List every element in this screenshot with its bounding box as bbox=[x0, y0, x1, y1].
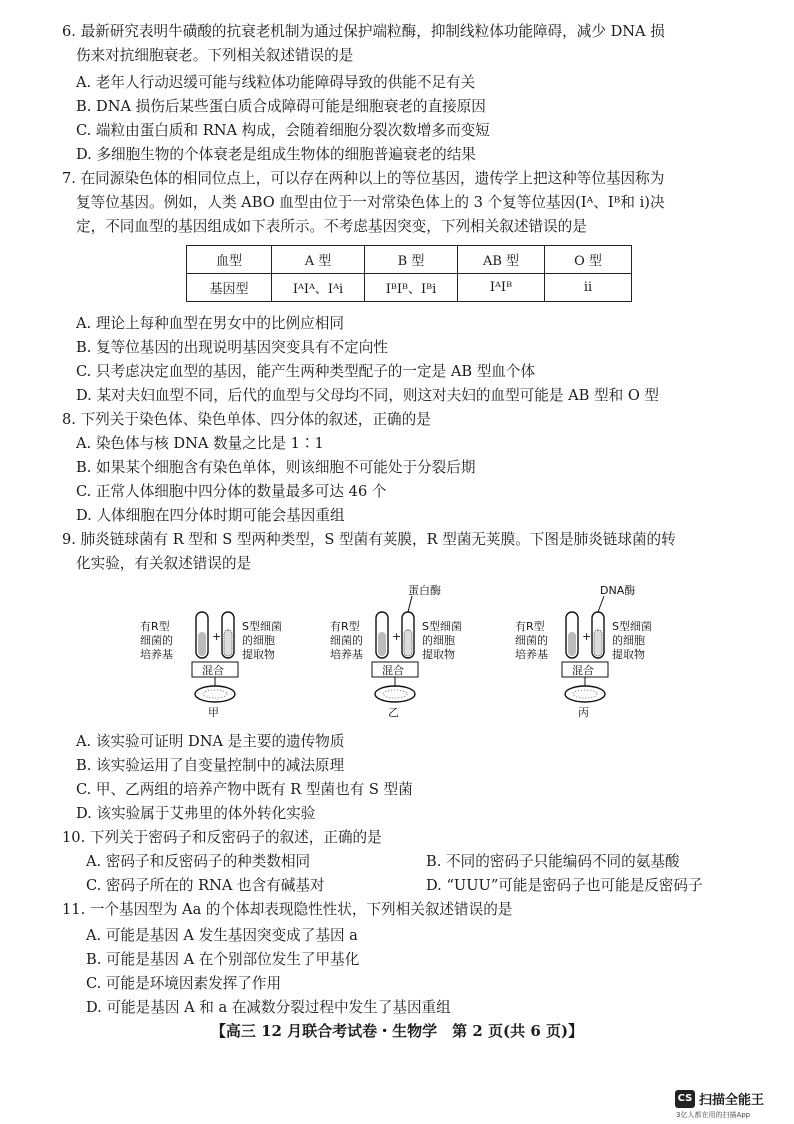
q11-option-d: D. 可能是基因 A 和 a 在减数分裂过程中发生了基因重组 bbox=[86, 999, 451, 1016]
table-cell: AB 型 bbox=[458, 246, 545, 274]
q6-stem-line2: 伤来对抗细胞衰老。下列相关叙述错误的是 bbox=[76, 47, 354, 64]
s-extract-label-line1: S型细菌 bbox=[422, 620, 462, 633]
petri-dish-icon bbox=[565, 686, 605, 702]
r-medium-label-line3: 培养基 bbox=[515, 648, 548, 661]
q11-option-b: B. 可能是基因 A 在个别部位发生了甲基化 bbox=[86, 951, 360, 968]
q6-option-b: B. DNA 损伤后某些蛋白质合成障碍可能是细胞衰老的直接原因 bbox=[76, 98, 486, 115]
group-label-bing: 丙 bbox=[578, 706, 589, 719]
r-medium-label-line1: 有R型 bbox=[330, 620, 360, 633]
enzyme-arrow bbox=[598, 596, 604, 612]
q10-option-a: A. 密码子和反密码子的种类数相同 bbox=[86, 853, 311, 870]
s-extract-label-line1: S型细菌 bbox=[242, 620, 282, 633]
q10-option-c: C. 密码子所在的 RNA 也含有碱基对 bbox=[86, 877, 325, 894]
q10-stem: 10. 下列关于密码子和反密码子的叙述，正确的是 bbox=[62, 829, 382, 846]
q11-option-a: A. 可能是基因 A 发生基因突变成了基因 a bbox=[86, 927, 358, 944]
q7-stem-line2: 复等位基因。例如，人类 ABO 血型由位于一对常染色体上的 3 个复等位基因(Iᴬ、Iᴮ和 i)决 bbox=[76, 194, 665, 211]
s-extract-label-line2: 的细胞 bbox=[242, 634, 275, 647]
camscanner-name: 扫描全能王 bbox=[699, 1093, 765, 1108]
tube-extract-fill bbox=[224, 630, 232, 656]
colony-dots bbox=[573, 690, 597, 698]
table-cell: ii bbox=[545, 274, 632, 302]
mix-label: 混合 bbox=[202, 664, 224, 677]
table-cell: 血型 bbox=[187, 246, 272, 274]
s-extract-label-line3: 提取物 bbox=[422, 648, 455, 661]
q6-stem-line1: 6. 最新研究表明牛磺酸的抗衰老机制为通过保护端粒酶，抑制线粒体功能障碍，减少 DNA 损 bbox=[62, 23, 665, 40]
q8-option-a: A. 染色体与核 DNA 数量之比是 1∶1 bbox=[76, 435, 324, 452]
tube-extract-fill bbox=[594, 630, 602, 656]
q6-option-a: A. 老年人行动迟缓可能与线粒体功能障碍导致的供能不足有关 bbox=[76, 74, 476, 91]
q10-option-d: D. “UUU”可能是密码子也可能是反密码子 bbox=[426, 877, 703, 894]
enzyme-arrow bbox=[408, 596, 412, 612]
table-cell: 基因型 bbox=[187, 274, 272, 302]
tube-medium-fill bbox=[198, 632, 206, 656]
table-cell: IᴮIᴮ、Iᴮi bbox=[365, 274, 458, 302]
plus-sign: + bbox=[582, 630, 592, 643]
q9-stem-line1: 9. 肺炎链球菌有 R 型和 S 型两种类型，S 型菌有荚膜，R 型菌无荚膜。下图是肺炎链球菌的转 bbox=[62, 531, 676, 548]
q7-option-a: A. 理论上每种血型在男女中的比例应相同 bbox=[76, 315, 344, 332]
r-medium-label-line2: 细菌的 bbox=[140, 634, 173, 647]
q9-option-d: D. 该实验属于艾弗里的体外转化实验 bbox=[76, 805, 316, 822]
protease-label: 蛋白酶 bbox=[408, 584, 441, 597]
r-medium-label-line2: 细菌的 bbox=[515, 634, 548, 647]
s-extract-label-line1: S型细菌 bbox=[612, 620, 652, 633]
q9-option-a: A. 该实验可证明 DNA 是主要的遗传物质 bbox=[76, 733, 345, 750]
q9-option-b: B. 该实验运用了自变量控制中的减法原理 bbox=[76, 757, 345, 774]
group-label-jia: 甲 bbox=[208, 706, 219, 719]
q6-option-c: C. 端粒由蛋白质和 RNA 构成，会随着细胞分裂次数增多而变短 bbox=[76, 122, 490, 139]
transformation-experiment-figure bbox=[130, 582, 670, 722]
table-row bbox=[187, 274, 632, 302]
table-cell: IᴬIᴮ bbox=[458, 274, 545, 302]
mix-label: 混合 bbox=[382, 664, 404, 677]
q8-option-b: B. 如果某个细胞含有染色单体，则该细胞不可能处于分裂后期 bbox=[76, 459, 476, 476]
petri-dish-icon bbox=[195, 686, 235, 702]
r-medium-label-line1: 有R型 bbox=[140, 620, 170, 633]
mix-label: 混合 bbox=[572, 664, 594, 677]
plus-sign: + bbox=[392, 630, 402, 643]
q7-option-c: C. 只考虑决定血型的基因，能产生两种类型配子的一定是 AB 型血个体 bbox=[76, 363, 536, 380]
s-extract-label-line2: 的细胞 bbox=[422, 634, 455, 647]
r-medium-label-line1: 有R型 bbox=[515, 620, 545, 633]
r-medium-label-line3: 培养基 bbox=[330, 648, 363, 661]
q9-stem-line2: 化实验，有关叙述错误的是 bbox=[76, 555, 252, 572]
colony-dots bbox=[203, 690, 227, 698]
q8-stem: 8. 下列关于染色体、染色单体、四分体的叙述，正确的是 bbox=[62, 411, 431, 428]
q7-option-b: B. 复等位基因的出现说明基因突变具有不定向性 bbox=[76, 339, 388, 356]
colony-dots bbox=[383, 690, 407, 698]
r-medium-label-line3: 培养基 bbox=[140, 648, 173, 661]
table-cell: O 型 bbox=[545, 246, 632, 274]
q8-option-c: C. 正常人体细胞中四分体的数量最多可达 46 个 bbox=[76, 483, 387, 500]
tube-medium-fill bbox=[378, 632, 386, 656]
page-footer: 【高三 12 月联合考试卷・生物学 第 2 页(共 6 页)】 bbox=[210, 1022, 584, 1040]
q7-option-d: D. 某对夫妇血型不同，后代的血型与父母均不同，则这对夫妇的血型可能是 AB 型和 O 型 bbox=[76, 387, 660, 404]
group-label-yi: 乙 bbox=[388, 706, 399, 719]
experiment-group-jia bbox=[140, 612, 282, 719]
q7-stem-line1: 7. 在同源染色体的相同位点上，可以存在两种以上的等位基因，遗传学上把这种等位基因称为 bbox=[62, 170, 665, 187]
table-cell: IᴬIᴬ、Iᴬi bbox=[272, 274, 365, 302]
q8-option-d: D. 人体细胞在四分体时期可能会基因重组 bbox=[76, 507, 345, 524]
q7-stem-line3: 定，不同血型的基因组成如下表所示。不考虑基因突变，下列相关叙述错误的是 bbox=[76, 218, 587, 235]
blood-type-table bbox=[186, 245, 632, 302]
s-extract-label-line3: 提取物 bbox=[612, 648, 645, 661]
q6-option-d: D. 多细胞生物的个体衰老是组成生物体的细胞普遍衰老的结果 bbox=[76, 146, 476, 163]
tube-medium-fill bbox=[568, 632, 576, 656]
table-header-row bbox=[187, 246, 632, 274]
plus-sign: + bbox=[212, 630, 222, 643]
petri-dish-icon bbox=[375, 686, 415, 702]
q11-option-c: C. 可能是环境因素发挥了作用 bbox=[86, 975, 282, 992]
dnase-label: DNA酶 bbox=[600, 584, 636, 597]
s-extract-label-line2: 的细胞 bbox=[612, 634, 645, 647]
q10-option-b: B. 不同的密码子只能编码不同的氨基酸 bbox=[426, 853, 680, 870]
s-extract-label-line3: 提取物 bbox=[242, 648, 275, 661]
table-cell: A 型 bbox=[272, 246, 365, 274]
experiment-group-bing bbox=[515, 583, 652, 719]
q11-stem: 11. 一个基因型为 Aa 的个体却表现隐性性状，下列相关叙述错误的是 bbox=[62, 901, 513, 918]
tube-extract-fill bbox=[404, 630, 412, 656]
camscanner-tagline: 3亿人都在用的扫描App bbox=[676, 1111, 751, 1119]
q9-option-c: C. 甲、乙两组的培养产物中既有 R 型菌也有 S 型菌 bbox=[76, 781, 413, 798]
camscanner-logo-icon: CS bbox=[675, 1090, 695, 1108]
experiment-group-yi bbox=[330, 583, 462, 719]
r-medium-label-line2: 细菌的 bbox=[330, 634, 363, 647]
table-cell: B 型 bbox=[365, 246, 458, 274]
